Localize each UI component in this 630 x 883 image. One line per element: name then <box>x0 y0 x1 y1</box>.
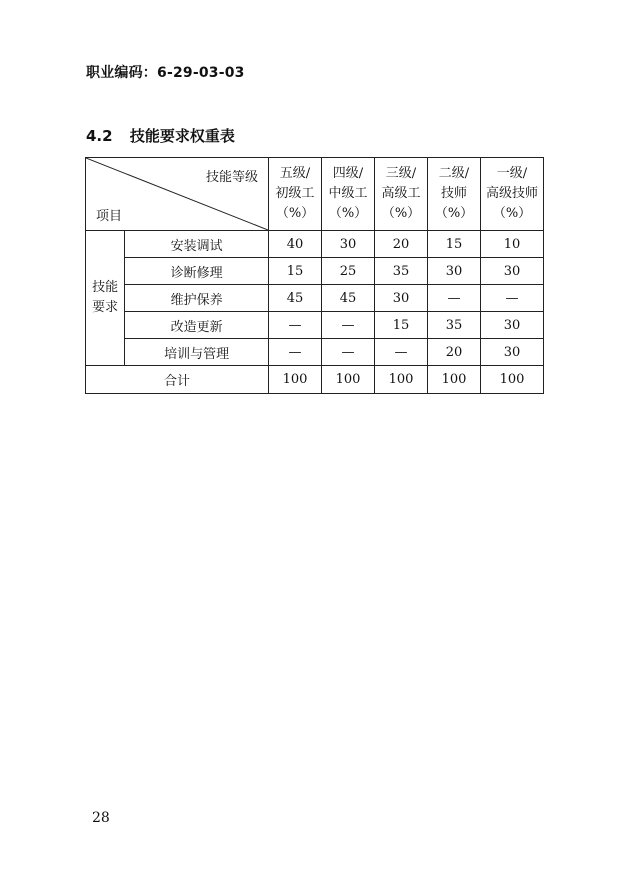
category-cell <box>86 231 125 366</box>
item-cell: 诊断修理 <box>125 258 269 285</box>
level-line: 高级工 <box>381 186 421 201</box>
total-row <box>86 366 544 394</box>
value-cell: 10 <box>481 231 544 258</box>
table-row <box>86 312 544 339</box>
table-header-row <box>86 158 544 231</box>
value-cell: — <box>269 339 322 366</box>
value-cell: 35 <box>428 312 481 339</box>
level-line: 二级/ <box>438 166 470 181</box>
category-line: 技能 <box>92 280 119 295</box>
skill-weight-table <box>85 157 544 394</box>
item-cell: 培训与管理 <box>125 339 269 366</box>
item-cell: 改造更新 <box>125 312 269 339</box>
table-row <box>86 285 544 312</box>
section-heading <box>86 125 235 146</box>
level-header <box>269 158 322 231</box>
value-cell: — <box>428 285 481 312</box>
level-line: 高级技师 <box>485 186 538 201</box>
value-cell: 20 <box>375 231 428 258</box>
total-cell: 100 <box>481 366 544 394</box>
corner-item-label: 项目 <box>96 209 123 224</box>
corner-level-label: 技能等级 <box>205 170 258 185</box>
value-cell: 30 <box>322 231 375 258</box>
level-line: （%） <box>381 206 421 221</box>
value-cell: 45 <box>269 285 322 312</box>
level-header <box>375 158 428 231</box>
value-cell: — <box>322 339 375 366</box>
value-cell: 35 <box>375 258 428 285</box>
section-title-text: 技能要求权重表 <box>129 127 235 145</box>
level-line: （%） <box>492 206 532 221</box>
total-cell: 100 <box>375 366 428 394</box>
value-cell: 30 <box>481 258 544 285</box>
value-cell: 15 <box>375 312 428 339</box>
value-cell: 40 <box>269 231 322 258</box>
total-cell: 100 <box>269 366 322 394</box>
level-line: 技师 <box>440 186 467 201</box>
corner-cell <box>86 158 269 231</box>
table-row <box>86 231 544 258</box>
value-cell: 15 <box>269 258 322 285</box>
level-line: （%） <box>275 206 315 221</box>
value-cell: 30 <box>481 339 544 366</box>
total-cell: 100 <box>322 366 375 394</box>
table-row <box>86 258 544 285</box>
level-line: （%） <box>434 206 474 221</box>
value-cell: 25 <box>322 258 375 285</box>
level-line: 五级/ <box>279 166 311 181</box>
value-cell: 20 <box>428 339 481 366</box>
value-cell: 15 <box>428 231 481 258</box>
item-cell: 安装调试 <box>125 231 269 258</box>
value-cell: — <box>269 312 322 339</box>
value-cell: 30 <box>375 285 428 312</box>
level-header <box>428 158 481 231</box>
value-cell: — <box>375 339 428 366</box>
category-line: 要求 <box>92 300 119 315</box>
occupation-code: 职业编码：6-29-03-03 <box>86 65 245 81</box>
level-line: 四级/ <box>332 166 364 181</box>
level-line: 一级/ <box>496 166 528 181</box>
item-cell: 维护保养 <box>125 285 269 312</box>
total-label: 合计 <box>86 366 269 394</box>
value-cell: 45 <box>322 285 375 312</box>
level-line: 初级工 <box>275 186 315 201</box>
page-number: 28 <box>92 810 110 826</box>
level-line: （%） <box>328 206 368 221</box>
table-row <box>86 339 544 366</box>
value-cell: 30 <box>481 312 544 339</box>
level-header <box>322 158 375 231</box>
level-line: 三级/ <box>385 166 417 181</box>
total-cell: 100 <box>428 366 481 394</box>
value-cell: — <box>481 285 544 312</box>
level-line: 中级工 <box>328 186 368 201</box>
value-cell: — <box>322 312 375 339</box>
level-header <box>481 158 544 231</box>
value-cell: 30 <box>428 258 481 285</box>
section-number: 4.2 <box>86 127 113 145</box>
